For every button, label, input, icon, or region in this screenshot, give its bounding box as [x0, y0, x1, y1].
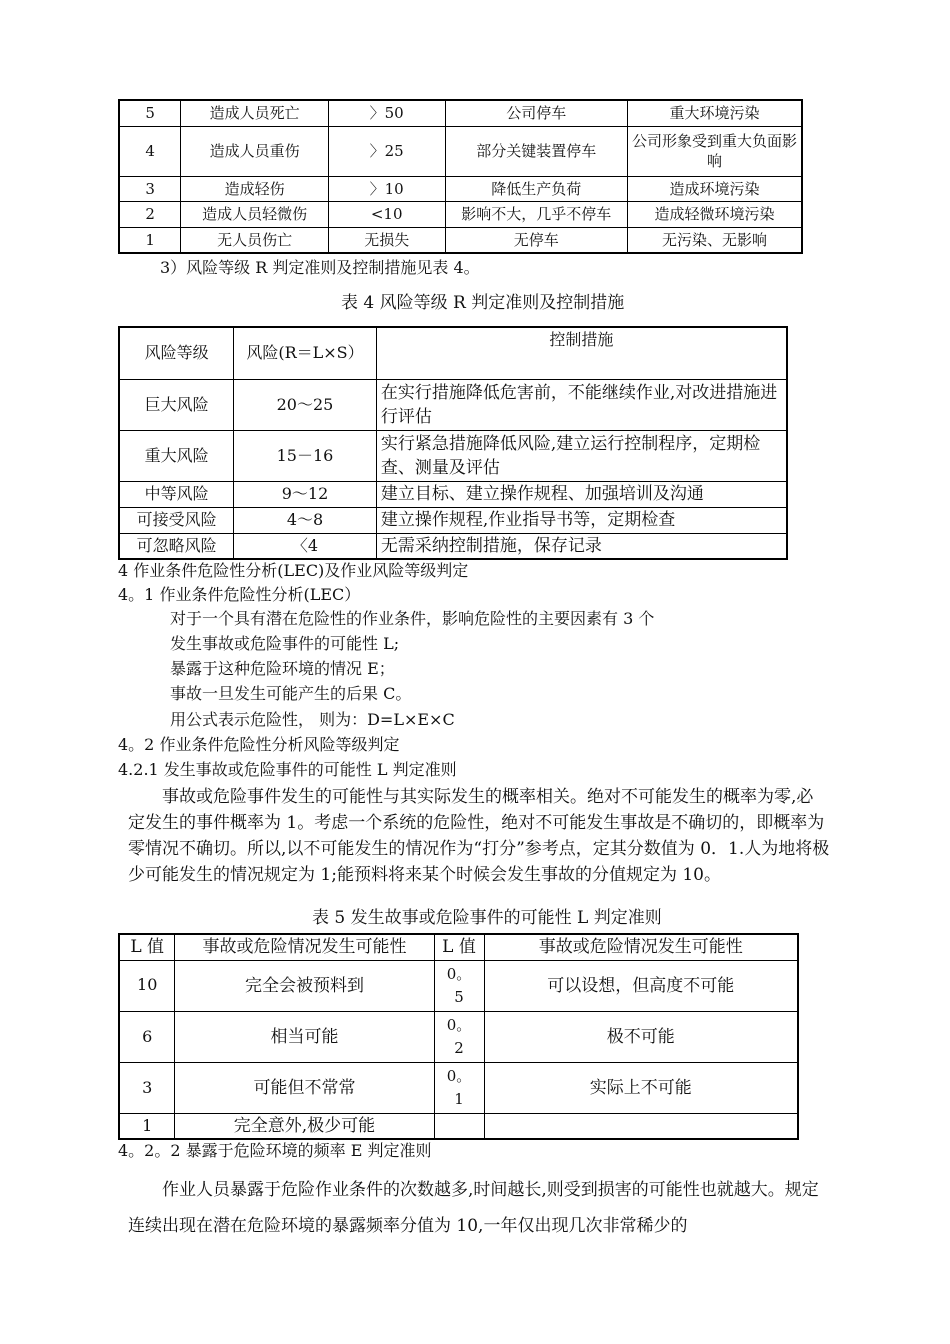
table-row: 中等风险 9～12 建立目标、建立操作规程、加强培训及沟通 [119, 481, 787, 507]
table-row: 3 可能但不常常 0。1 实际上不可能 [119, 1062, 798, 1113]
text-line: 对于一个具有潜在危险性的作业条件，影响危险性的主要因素有 3 个 [170, 609, 655, 628]
section-4-1-heading: 4。1 作业条件危险性分析(LEC） [118, 585, 361, 604]
table-row: 5 造成人员死亡 〉50 公司停车 重大环境污染 [119, 100, 802, 126]
table-row: 3 造成轻伤 〉10 降低生产负荷 造成环境污染 [119, 176, 802, 201]
section-4-heading: 4 作业条件危险性分析(LEC)及作业风险等级判定 [118, 561, 469, 580]
table-row: 6 相当可能 0。2 极不可能 [119, 1011, 798, 1062]
text-line: 事故一旦发生可能产生的后果 C。 [170, 684, 412, 703]
likelihood-table [118, 933, 799, 1140]
table-header-row: 风险等级 风险(R＝L×S） 控制措施 [119, 327, 787, 379]
table-row: 巨大风险 20～25 在实行措施降低危害前，不能继续作业,对改进措施进行评估 [119, 379, 787, 430]
text-line: 发生事故或危险事件的可能性 L; [170, 634, 400, 653]
table-row: 1 完全意外,极少可能 [119, 1113, 798, 1139]
paragraph-probability: 事故或危险事件发生的可能性与其实际发生的概率相关。绝对不可能发生的概率为零,必定发生的事件概率为 1。考虑一个系统的危险性，绝对不可能发生事故是不确切的，即概率为零情况不确切。所以,以不可能发生的情况作为“打分”参考点，定其分数值为 0．1.人为地将极少可能发生的情况规定为 1;能预料将来某个时候会发生事故的分值规定为 10。 [128, 787, 830, 885]
text-line: 暴露于这种危险环境的情况 E； [170, 659, 395, 678]
paragraph-exposure: 作业人员暴露于危险作业条件的次数越多,时间越长,则受到损害的可能性也就越大。规定连续出现在潜在危险环境的暴露频率分值为 10,一年仅出现几次非常稀少的 [128, 1180, 819, 1236]
table-header-row: L 值 事故或危险情况发生可能性 L 值 事故或危险情况发生可能性 [119, 934, 798, 960]
table-row: 可忽略风险 〈4 无需采纳控制措施，保存记录 [119, 533, 787, 559]
table5-caption: 表 5 发生故事或危险事件的可能性 L 判定准则 [312, 908, 662, 928]
table-row: 4 造成人员重伤 〉25 部分关键装置停车 公司形象受到重大负面影响 [119, 126, 802, 176]
risk-level-table [118, 326, 788, 560]
table-row: 2 造成人员轻微伤 <10 影响不大，几乎不停车 造成轻微环境污染 [119, 201, 802, 227]
table-row: 可接受风险 4～8 建立操作规程,作业指导书等，定期检查 [119, 507, 787, 533]
item-3-text: 3）风险等级 R 判定准则及控制措施见表 4。 [160, 258, 480, 277]
section-4-2-2-heading: 4。2。2 暴露于危险环境的频率 E 判定准则 [118, 1141, 432, 1160]
severity-table [118, 99, 803, 254]
table-row: 1 无人员伤亡 无损失 无停车 无污染、无影响 [119, 227, 802, 253]
formula-line: 用公式表示危险性， 则为：D=L×E×C [170, 710, 455, 729]
table4-caption: 表 4 风险等级 R 判定准则及控制措施 [341, 293, 625, 313]
table-row: 重大风险 15－16 实行紧急措施降低风险,建立运行控制程序，定期检查、测量及评估 [119, 430, 787, 481]
section-4-2-1-heading: 4.2.1 发生事故或危险事件的可能性 L 判定准则 [118, 760, 457, 779]
table-row: 10 完全会被预料到 0。5 可以设想，但高度不可能 [119, 960, 798, 1011]
section-4-2-heading: 4。2 作业条件危险性分析风险等级判定 [118, 735, 400, 754]
